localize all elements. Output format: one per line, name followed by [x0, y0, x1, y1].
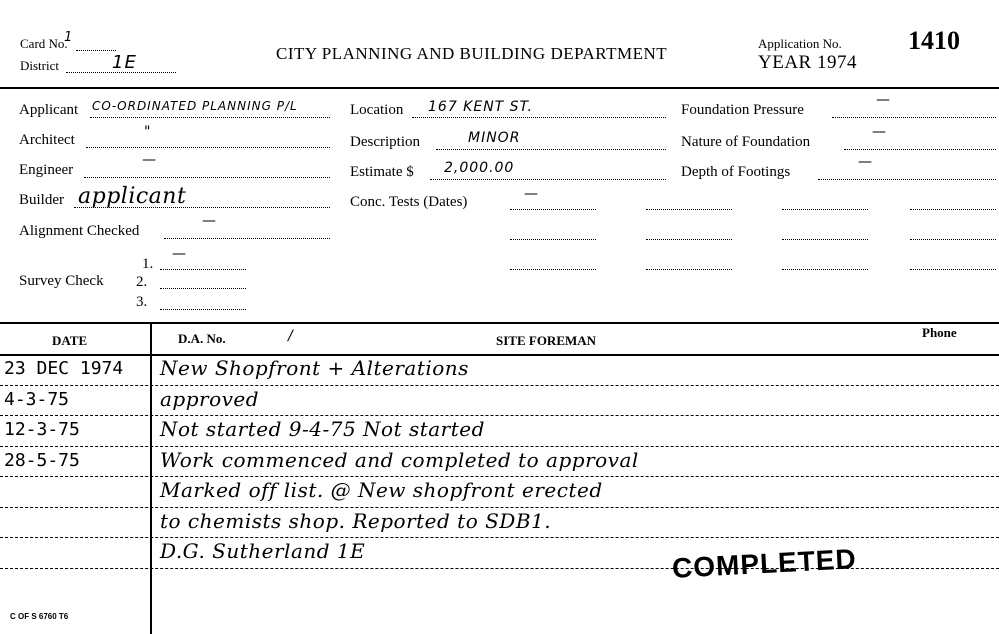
log-row-text: Work commenced and completed to approval: [160, 447, 639, 472]
department-title: CITY PLANNING AND BUILDING DEPARTMENT: [276, 44, 668, 63]
da-no-header: D.A. No.: [178, 331, 226, 346]
applicant-label: Applicant: [19, 102, 79, 118]
nature-foundation-value: —: [872, 124, 887, 140]
log-row-text: Marked off list. @ New shopfront erected: [160, 478, 603, 502]
engineer-value: —: [142, 152, 157, 168]
log-row-date: 28-5-75: [4, 449, 80, 471]
conc-tests-label: Conc. Tests (Dates): [350, 194, 468, 210]
depth-footings-label: Depth of Footings: [681, 164, 791, 180]
log-row-rule: [0, 446, 999, 447]
applicant-value: CO-ORDINATED PLANNING P/L: [92, 99, 298, 113]
application-label: Application No.: [758, 36, 842, 51]
foundation-pressure-value: —: [876, 92, 891, 108]
description-value: MINOR: [468, 130, 521, 146]
card-no-value: 1: [64, 30, 74, 45]
year-label: YEAR 1974: [758, 52, 857, 73]
date-header: DATE: [52, 333, 88, 348]
log-row-rule: [0, 415, 999, 416]
alignment-value: —: [202, 213, 217, 229]
architect-label: Architect: [19, 132, 75, 148]
description-label: Description: [350, 134, 420, 150]
survey-1-value: —: [172, 246, 187, 262]
survey-3-label: 3.: [136, 294, 148, 310]
builder-value: applicant: [78, 184, 187, 209]
phone-header: Phone: [922, 325, 957, 340]
survey-2-label: 2.: [136, 274, 148, 290]
architect-value: ": [144, 124, 152, 140]
date-column-divider: [150, 322, 152, 634]
log-row-date: 23 DEC 1974: [4, 358, 124, 379]
nature-foundation-label: Nature of Foundation: [681, 134, 811, 150]
district-value: 1E: [112, 52, 137, 73]
alignment-label: Alignment Checked: [19, 223, 140, 239]
builder-label: Builder: [19, 192, 64, 208]
foundation-pressure-label: Foundation Pressure: [681, 102, 804, 118]
log-row-rule: [0, 385, 999, 386]
header-rule: [0, 87, 999, 89]
log-row-text: D.G. Sutherland 1E: [160, 539, 366, 563]
log-row-text: to chemists shop. Reported to SDB1.: [160, 508, 552, 533]
estimate-value: 2,000.00: [444, 160, 515, 176]
estimate-label: Estimate $: [350, 164, 414, 180]
log-row-text: Not started 9-4-75 Not started: [160, 417, 485, 441]
da-no-value: /: [288, 328, 294, 344]
survey-label: Survey Check: [19, 273, 104, 289]
log-row-date: 12-3-75: [4, 419, 80, 440]
log-row-date: 4-3-75: [4, 388, 70, 410]
log-row-rule: [0, 507, 999, 508]
engineer-label: Engineer: [19, 162, 74, 178]
district-label: District: [20, 58, 59, 73]
card-no-label: Card No.: [20, 36, 68, 51]
location-value: 167 KENT ST.: [428, 99, 533, 115]
form-code: C OF S 6760 T6: [10, 612, 69, 621]
log-row-text: approved: [160, 386, 260, 411]
site-foreman-header: SITE FOREMAN: [496, 333, 597, 348]
application-number: 1410: [908, 26, 960, 55]
log-row-rule: [0, 537, 999, 538]
location-label: Location: [350, 102, 404, 118]
log-row-rule: [0, 476, 999, 477]
depth-footings-value: —: [858, 154, 873, 170]
conc-tests-value: —: [524, 186, 539, 202]
completed-stamp: COMPLETED: [671, 543, 858, 584]
log-row-text: New Shopfront + Alterations: [160, 356, 469, 380]
survey-1-label: 1.: [142, 256, 154, 272]
